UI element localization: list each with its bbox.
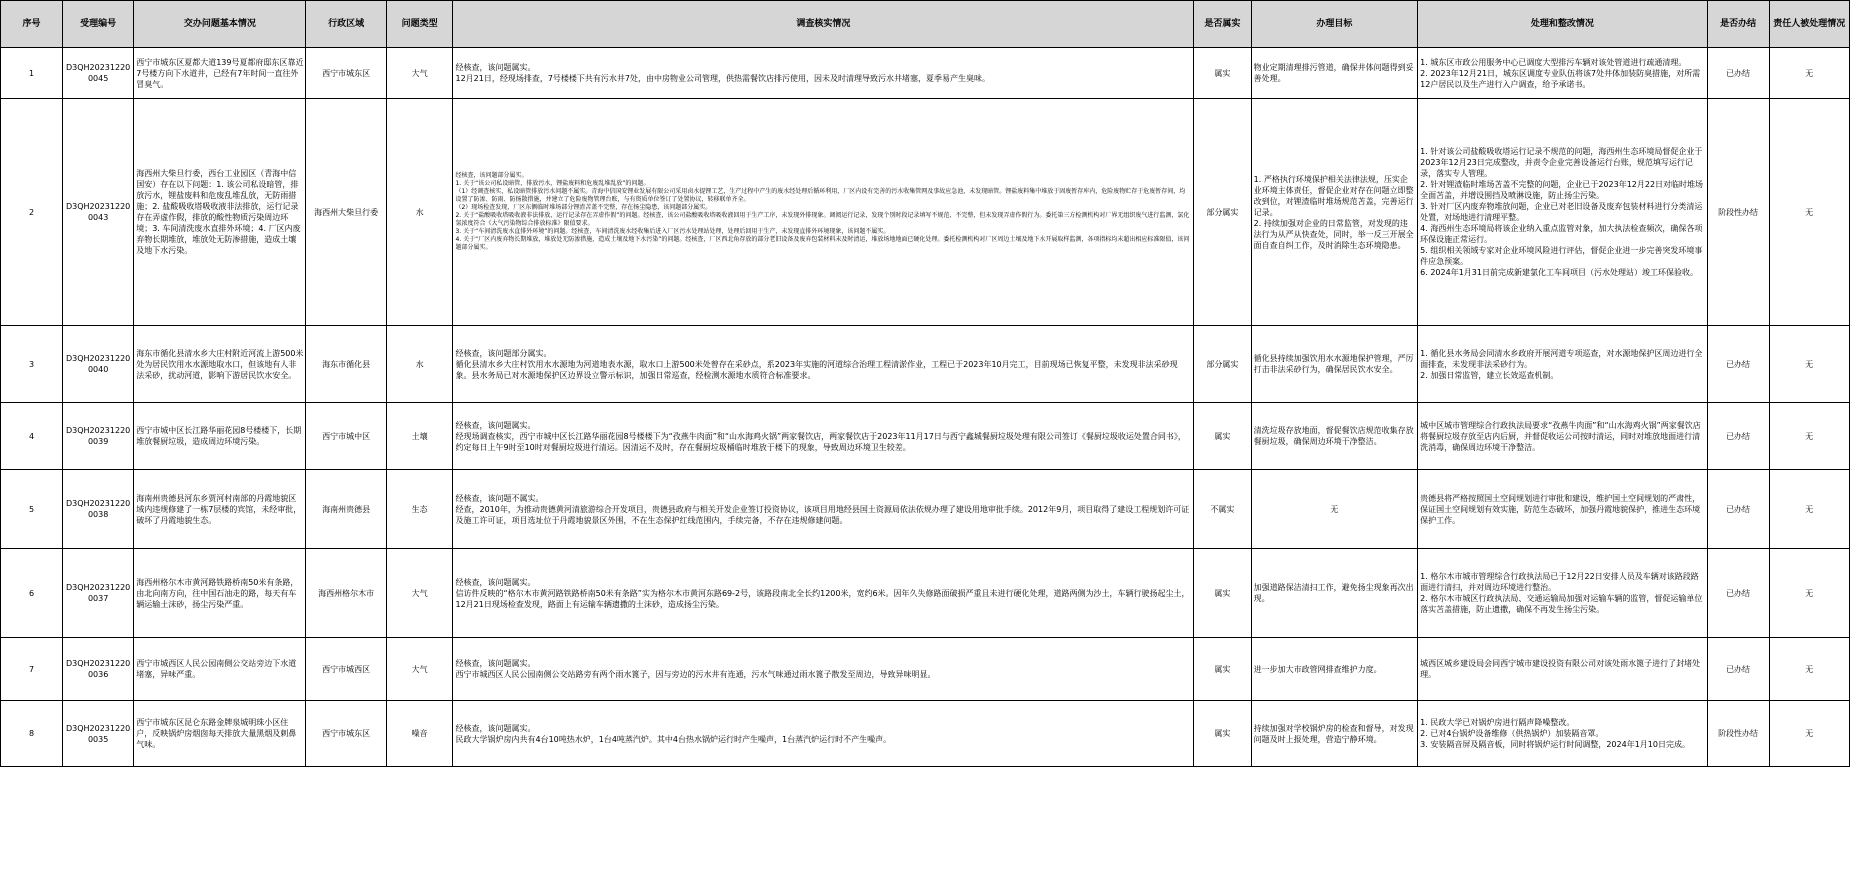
cell-goal: 加强道路保洁清扫工作，避免扬尘现象再次出现。 [1251,549,1418,638]
cell-id: D3QH202312200035 [63,701,134,767]
cell-region: 西宁市城西区 [306,638,386,701]
table-row [1,470,1850,549]
cell-handling: 1. 格尔木市城市管理综合行政执法局已于12月22日安排人员及车辆对该路段路面进行清扫，并对周边环境进行整治。 2. 格尔木市城区行政执法局、交通运输局加强对运输车辆的监管，督促运输单位落实苫盖措施，防止遗撒，确保不再发生扬尘污染。 [1418,549,1707,638]
table-row [1,549,1850,638]
table-row [1,48,1850,99]
cell-issue: 西宁市城中区长江路华丽花园8号楼楼下，长期堆放餐厨垃圾，造成周边环境污染。 [134,403,306,470]
cell-id: D3QH202312200043 [63,99,134,326]
cell-accountability: 无 [1769,638,1849,701]
cell-issue: 海东市循化县清水乡大庄村附近河流上游500米处为居民饮用水水源地取水口，但该地有人非法采砂，扰动河道，影响下游居民饮水安全。 [134,326,306,403]
header-type: 问题类型 [386,1,453,48]
cell-region: 海南州贵德县 [306,470,386,549]
cell-id: D3QH202312200039 [63,403,134,470]
cell-done: 阶段性办结 [1707,701,1769,767]
cell-type: 生态 [386,470,453,549]
cell-verified: 部分属实 [1194,326,1251,403]
cell-done: 已办结 [1707,549,1769,638]
cell-id: D3QH202312200045 [63,48,134,99]
table-row [1,403,1850,470]
header-row [1,1,1850,48]
cell-done: 阶段性办结 [1707,99,1769,326]
cell-investigation: 经核查，该问题属实。 西宁市城西区人民公园南侧公交站路旁有两个雨水篦子，因与旁边的污水井有连通，污水气味通过雨水篦子散发至周边，导致异味明显。 [453,638,1194,701]
table-row [1,701,1850,767]
cell-accountability: 无 [1769,701,1849,767]
cell-region: 海西州格尔木市 [306,549,386,638]
cell-issue: 西宁市城东区夏都大道139号夏都府邸东区靠近7号楼方向下水道井，已经有7年时间一直往外冒臭气。 [134,48,306,99]
cell-accountability: 无 [1769,48,1849,99]
cell-accountability: 无 [1769,326,1849,403]
cell-handling: 1. 针对该公司盐酸吸收塔运行记录不规范的问题，海西州生态环境局督促企业于2023年12月23日完成整改，并责令企业完善设备运行台账，规范填写运行记录，落实专人管理。 2. 针对锂渣临时堆场苫盖不完整的问题，企业已于2023年12月22日对临时堆场全面苫盖，并增设围挡及喷淋设施，防止扬尘污染。 3. 针对厂区内废弃物堆放问题，企业已对老旧设备及废弃包装材料进行分类清运处置，对场地进行清理平整。 4. 海西州生态环境局将该企业纳入重点监管对象，加大执法检查频次，确保各项环保设施正常运行。 5. 组织相关领域专家对企业环境风险进行评估，督促企业进一步完善突发环境事件应急预案。 6. 2024年1月31日前完成新建氯化工车间项目（污水处理站）竣工环保验收。 [1418,99,1707,326]
cell-id: D3QH202312200038 [63,470,134,549]
cell-done: 已办结 [1707,403,1769,470]
cell-investigation: 经核查，该问题不属实。 经查，2010年，为推动贵德黄河清旅游综合开发项目，贵德县政府与相关开发企业签订投资协议，该项目用地经县国土资源局依法依规办理了建设用地审批手续。2012年9月，项目取得了建设工程规划许可证及施工许可证，项目选址位于丹霞地貌景区外围，不在生态保护红线范围内，手续完备，不存在违规修建问题。 [453,470,1194,549]
header-id: 受理编号 [63,1,134,48]
cell-handling: 1. 循化县水务局会同清水乡政府开展河道专项巡查，对水源地保护区周边进行全面排查，未发现非法采砂行为。 2. 加强日常监管，建立长效巡查机制。 [1418,326,1707,403]
cell-goal: 物业定期清理排污管道，确保井体问题得到妥善处理。 [1251,48,1418,99]
cell-region: 海东市循化县 [306,326,386,403]
cell-type: 土壤 [386,403,453,470]
cell-investigation: 经核查，该问题属实。 12月21日，经现场排查，7号楼楼下共有污水井7处，由中房物业公司管理，供热需餐饮店排污使用，因未及时清理导致污水井堵塞，夏季易产生臭味。 [453,48,1194,99]
cell-done: 已办结 [1707,326,1769,403]
cell-id: D3QH202312200040 [63,326,134,403]
cell-seq: 6 [1,549,63,638]
cell-verified: 属实 [1194,549,1251,638]
header-seq: 序号 [1,1,63,48]
cell-handling: 1. 民政大学已对锅炉房进行隔声降噪整改。 2. 已对4台锅炉设备维修（供热锅炉）加装隔音罩。 3. 安装隔音屏及隔音板，同时将锅炉运行时间调整，2024年1月10日完成。 [1418,701,1707,767]
cell-type: 水 [386,326,453,403]
cell-issue: 海西州格尔木市黄河路铁路桥南50米有条路，由北向南方向，往中国石油走的路，每天有车辆运输土沫砂，扬尘污染严重。 [134,549,306,638]
cell-verified: 属实 [1194,403,1251,470]
cell-issue: 西宁市城西区人民公园南侧公交站旁边下水道堵塞，异味严重。 [134,638,306,701]
cell-handling: 城西区城乡建设局会同西宁城市建设投资有限公司对该处雨水篦子进行了封堵处理。 [1418,638,1707,701]
cell-done: 已办结 [1707,470,1769,549]
cell-investigation: 经核查，该问题属实。 信访件反映的“格尔木市黄河路铁路桥南50米有条路”实为格尔木市黄河东路69-2号，该路段南北全长约1200米，宽约6米。因年久失修路面破损严重且未进行硬化处理，道路两侧为沙土，车辆行驶扬起尘土，12月21日现场检查发现，路面上有运输车辆遗撒的土沫砂，造成扬尘污染。 [453,549,1194,638]
cell-investigation: 经核查，该问题属实。 民政大学锅炉房内共有4台10吨热水炉，1台4吨蒸汽炉。其中4台热水锅炉运行时产生噪声，1台蒸汽炉运行时不产生噪声。 [453,701,1194,767]
cell-goal: 进一步加大市政管网排查维护力度。 [1251,638,1418,701]
cell-goal: 清洗垃圾存放地面，督促餐饮店规范收集存放餐厨垃圾，确保周边环境干净整洁。 [1251,403,1418,470]
header-done: 是否办结 [1707,1,1769,48]
cell-accountability: 无 [1769,403,1849,470]
cell-verified: 属实 [1194,701,1251,767]
cell-verified: 属实 [1194,48,1251,99]
cell-type: 水 [386,99,453,326]
cell-handling: 贵德县将严格按照国土空间规划进行审批和建设，维护国土空间规划的严肃性，保证国土空间规划有效实施，防范生态破坏，加强丹霞地貌保护，推进生态环境保护工作。 [1418,470,1707,549]
cell-id: D3QH202312200037 [63,549,134,638]
cell-seq: 3 [1,326,63,403]
cell-issue: 海南州贵德县河东乡贾河村南部的丹霞地貌区域内违规修建了一栋7层楼的宾馆，未经审批，破坏了丹霞地貌生态。 [134,470,306,549]
table-row [1,99,1850,326]
cell-region: 海西州大柴旦行委 [306,99,386,326]
cell-type: 大气 [386,638,453,701]
cell-done: 已办结 [1707,638,1769,701]
cell-verified: 部分属实 [1194,99,1251,326]
cell-handling: 1. 城东区市政公用服务中心已调度大型排污车辆对该处管道进行疏通清理。 2. 2023年12月21日，城东区调度专业队伍将该7处井体加装防臭措施，对所需12户居民以及生产进行入户调查，给予承诺书。 [1418,48,1707,99]
cell-accountability: 无 [1769,470,1849,549]
cell-done: 已办结 [1707,48,1769,99]
cell-type: 大气 [386,48,453,99]
cell-region: 西宁市城东区 [306,701,386,767]
cell-verified: 属实 [1194,638,1251,701]
cell-investigation: 经核查，该问题属实。 经现场调查核实，西宁市城中区长江路华丽花园8号楼楼下为“孜燕牛肉面”和“山水海鸡火锅”两家餐饮店，两家餐饮店于2023年11月17日与西宁鑫城餐厨垃圾处理有限公司签订《餐厨垃圾收运处置合同书》，约定每日上午9时至10时对餐厨垃圾进行清运。因清运不及时，存在餐厨垃圾桶临时堆放于楼下的现象，导致周边环境卫生较差。 [453,403,1194,470]
header-investigation: 调查核实情况 [453,1,1194,48]
header-verified: 是否属实 [1194,1,1251,48]
table-row [1,638,1850,701]
cell-verified: 不属实 [1194,470,1251,549]
header-handling: 处理和整改情况 [1418,1,1707,48]
cell-accountability: 无 [1769,549,1849,638]
header-goal: 办理目标 [1251,1,1418,48]
cell-seq: 7 [1,638,63,701]
cell-goal: 持续加强对学校锅炉房的检查和督导，对发现问题及时上报处理，营造宁静环境。 [1251,701,1418,767]
cell-issue: 海西州大柴旦行委，西台工业园区（青海中信国安）存在以下问题：1. 该公司私设暗管，排放污水，锂盐废料和危废乱堆乱放，无防雨措施；2. 盐酸吸收塔吸收液非法排放，运行记录存在弄虚作假，排放的酸性物质污染周边环境；3. 车间清洗废水直排外环境；4. 厂区内废弃物长期堆放，堆放处无防渗措施，造成土壤及地下水污染。 [134,99,306,326]
cell-investigation: 经核查，该问题部分属实。 循化县清水乡大庄村饮用水水源地为河道地表水源，取水口上游500米处曾存在采砂点，系2023年实施的河道综合治理工程清淤作业，工程已于2023年10月完工，目前现场已恢复平整，未发现非法采砂现象。县水务局已对水源地保护区边界设立警示标识，加强日常巡查，经检测水源地水质符合标准要求。 [453,326,1194,403]
header-region: 行政区域 [306,1,386,48]
cell-seq: 8 [1,701,63,767]
cell-type: 噪音 [386,701,453,767]
cell-id: D3QH202312200036 [63,638,134,701]
cell-goal: 循化县持续加强饮用水水源地保护管理，严厉打击非法采砂行为，确保居民饮水安全。 [1251,326,1418,403]
header-issue: 交办问题基本情况 [134,1,306,48]
cell-region: 西宁市城中区 [306,403,386,470]
cell-type: 大气 [386,549,453,638]
header-accountability: 责任人被处理情况 [1769,1,1849,48]
cell-seq: 4 [1,403,63,470]
cell-region: 西宁市城东区 [306,48,386,99]
cell-handling: 城中区城市管理综合行政执法局要求“孜燕牛肉面”和“山水海鸡火锅”两家餐饮店将餐厨垃圾存放至店内后厨，并督促收运公司按时清运，同时对堆放地面进行清洗消毒，确保周边环境干净整洁。 [1418,403,1707,470]
cell-seq: 2 [1,99,63,326]
cell-goal: 无 [1251,470,1418,549]
cell-goal: 1. 严格执行环境保护相关法律法规，压实企业环境主体责任，督促企业对存在问题立即整改到位，对锂渣临时堆场规范苫盖，完善运行记录。 2. 持续加强对企业的日常监管，对发现的违法行为从严从快查处，同时，举一反三开展全面自查自纠工作，及时消除生态环境隐患。 [1251,99,1418,326]
cell-seq: 5 [1,470,63,549]
table-row [1,326,1850,403]
cell-issue: 西宁市城东区昆仑东路金牌泉城明珠小区住户，反映锅炉房烟囱每天排放大量黑烟及刺鼻气味。 [134,701,306,767]
cell-seq: 1 [1,48,63,99]
cell-accountability: 无 [1769,99,1849,326]
cell-investigation: 经核查，该问题部分属实。 1. 关于“该公司私设暗管，排放污水，锂盐废料和危废乱堆乱放”的问题。 （1）经调查核实，私设暗管排放污水问题不属实。青海中信国安锂业发展有限公司采用卤水提锂工艺，生产过程中产生的废水经处理后循环利用，厂区内设有完善的污水收集管网及事故应急池，未发现暗管。锂盐废料集中堆放于固废暂存库内，危险废物贮存于危废暂存间，均设置了防渗、防雨、防扬散措施，并建立了危险废物管理台账，与有资质单位签订了处置协议，转移联单齐全。 （2）现场检查发现，厂区东侧临时堆场部分锂渣苫盖不完整，存在扬尘隐患，该问题部分属实。 2. 关于“盐酸吸收塔吸收液非法排放，运行记录存在弄虚作假”的问题。经核查，该公司盐酸吸收塔吸收液回用于生产工序，未发现外排现象。调阅运行记录，发现个别时段记录填写不规范、不完整，但未发现弄虚作假行为。委托第三方检测机构对厂界无组织废气进行监测，氯化氢浓度符合《大气污染物综合排放标准》限值要求。 3. 关于“车间清洗废水直排外环境”的问题。经核查，车间清洗废水经收集后进入厂区污水处理站处理，处理后回用于生产，未发现直排外环境现象，该问题不属实。 4. 关于“厂区内废弃物长期堆放，堆放处无防渗措施，造成土壤及地下水污染”的问题。经核查，厂区西北角存放的部分老旧设备及废弃包装材料未及时清运，堆放场地地面已硬化处理。委托检测机构对厂区周边土壤及地下水开展取样监测，各项指标均未超出相应标准限值，该问题部分属实。 [453,99,1194,326]
